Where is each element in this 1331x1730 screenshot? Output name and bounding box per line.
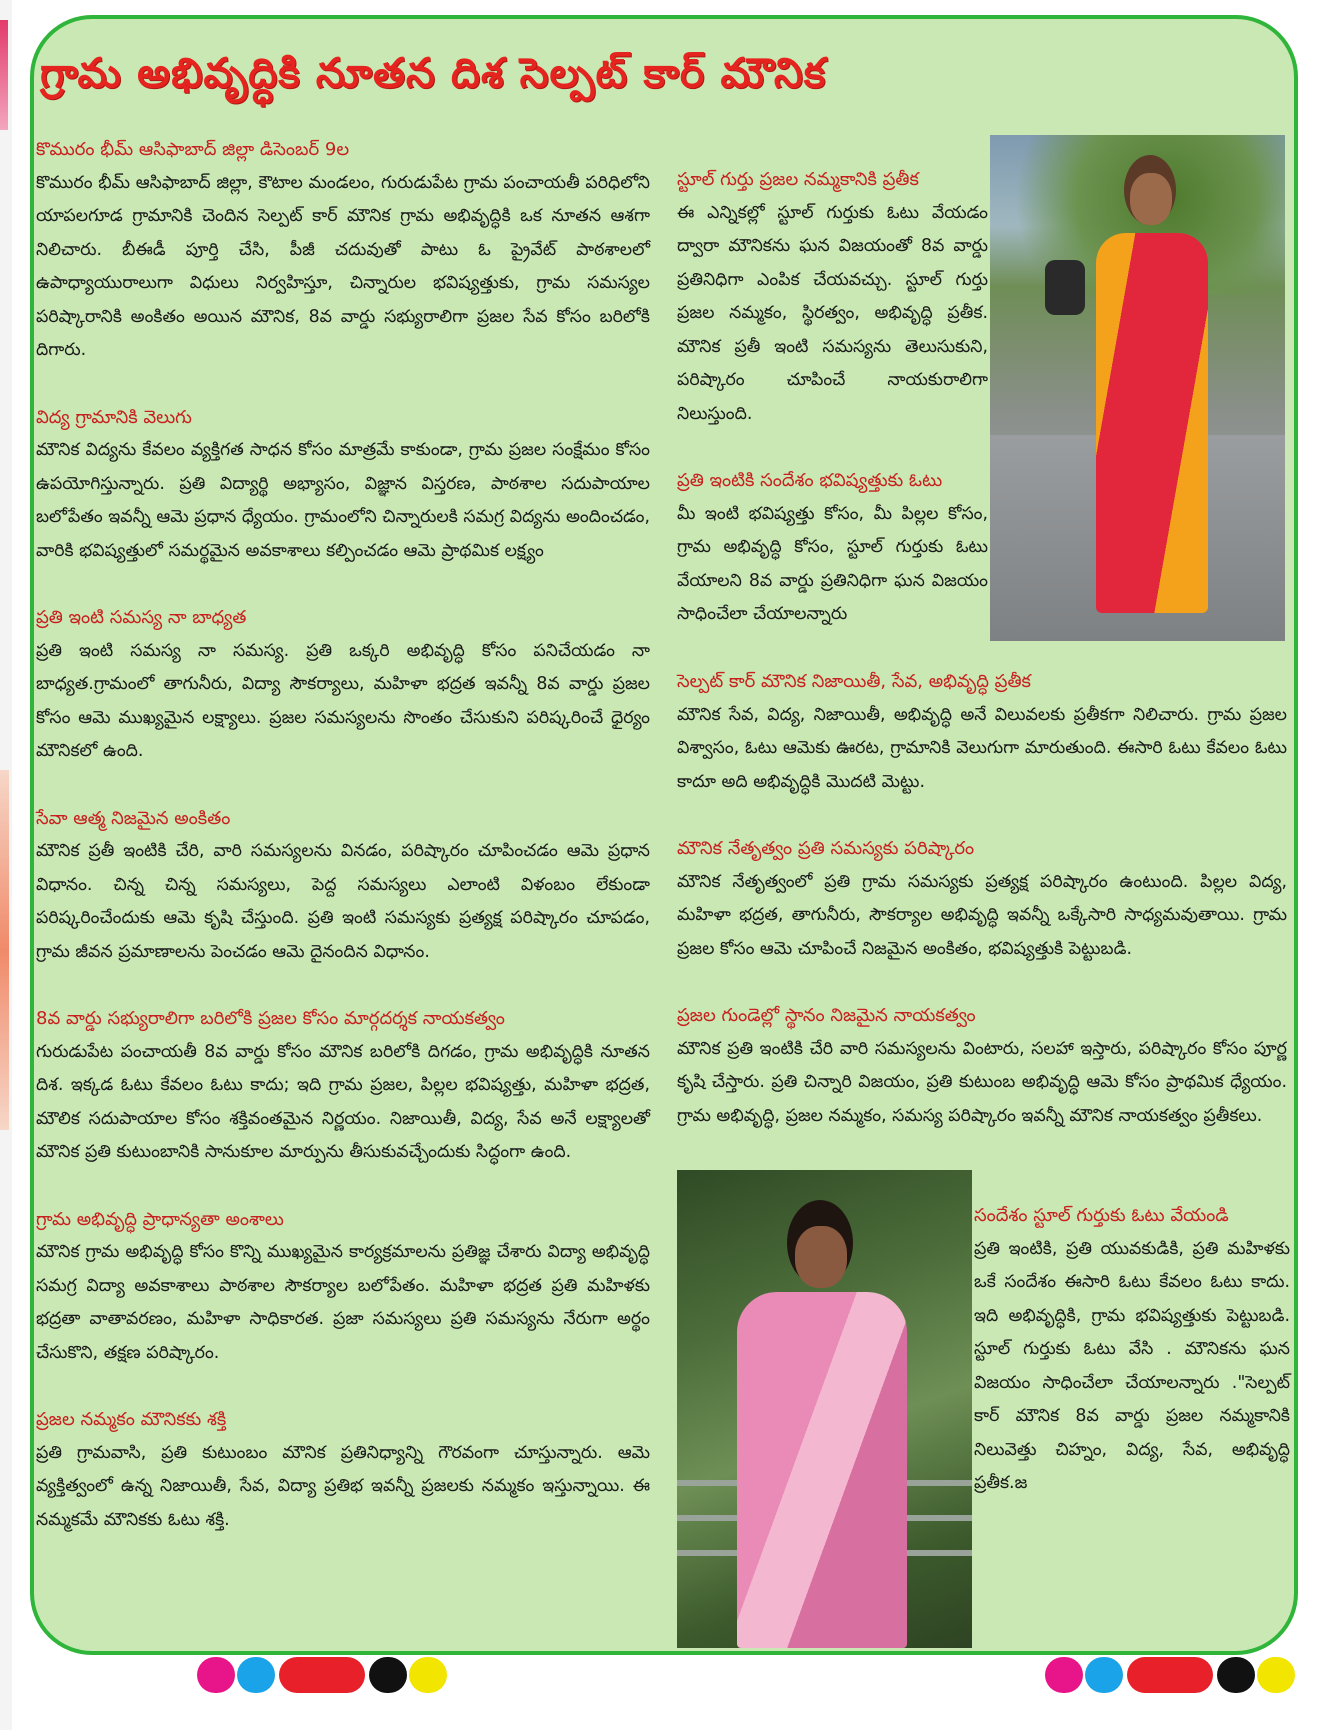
article-section	[36, 1403, 650, 1537]
section-heading: సేవా ఆత్మ నిజమైన అంకితం	[36, 807, 231, 829]
black-dot-icon	[1217, 1657, 1255, 1693]
black-dot-icon	[369, 1657, 407, 1693]
adjacent-page-strip	[0, 770, 9, 1130]
section-body: మౌనిక నేతృత్వంలో ప్రతి గ్రామ సమస్యకు ప్రత్యక్ష పరిష్కారం ఉంటుంది. పిల్లల విద్య, మహిళా భద్రత, తాగునీరు, సౌకర్యాల అభివృద్ధి ఇవన్నీ ఒక్కేసారి సాధ్యమవుతాయి. గ్రామ ప్రజల కోసం ఆమె చూపించే నిజమైన అంకితం, భవిష్యత్తుకి పెట్టుబడి.	[677, 871, 1287, 959]
section-body: ఈ ఎన్నికల్లో స్టూల్ గుర్తుకు ఓటు వేయడం ద్వారా మౌనికను ఘన విజయంతో 8వ వార్డు ప్రతినిధిగా ఎంపిక చేయవచ్చు. స్టూల్ గుర్తు ప్రజల నమ్మకం, స్థిరత్వం, అభివృద్ధి ప్రతీక. మౌనిక ప్రతీ ఇంటి సమస్యను తెలుసుకుని, పరిష్కారం చూపించే నాయకురాలిగా నిలుస్తుంది.	[677, 202, 988, 424]
article-section	[36, 1002, 650, 1170]
article-section	[677, 832, 1287, 966]
section-heading: ప్రతి ఇంటికి సందేశం భవిష్యత్తుకు ఓటు	[677, 470, 943, 491]
person-photo-icon	[1088, 155, 1218, 625]
article-section	[36, 1203, 650, 1371]
page-title: గ్రామ అభివృద్ధికి నూతన దిశ సెల్పట్ కార్ మౌనిక	[40, 49, 827, 97]
section-body: మౌనిక విద్యను కేవలం వ్యక్తిగత సాధన కోసం మాత్రమే కాకుండా, గ్రామ ప్రజల సంక్షేమం కోసం ఉపయోగిస్తున్నారు. ప్రతి విద్యార్థి అభ్యాసం, విజ్ఞాన విస్తరణ, పాఠశాల సదుపాయాల బలోపేతం ఇవన్నీ ఆమె ప్రధాన ధ్యేయం. గ్రామంలోని చిన్నారులకి సమగ్ర విద్యను అందించడం, వారికి భవిష్యత్తులో సమర్థమైన అవకాశాలు కల్పించడం ఆమె ప్రాథమిక లక్ష్యం	[36, 440, 650, 561]
section-heading: గ్రామ అభివృద్ధి ప్రాధాన్యతా అంశాలు	[36, 1208, 284, 1230]
section-body: గురుడుపేట పంచాయతీ 8వ వార్డు కోసం మౌనిక బరిలోకి దిగడం, గ్రామ అభివృద్ధికి నూతన దిశ. ఇక్కడ ఓటు కేవలం ఓటు కాదు; ఇది గ్రామ ప్రజల, పిల్లల భవిష్యత్తు, మహిళా భద్రత, మౌలిక సదుపాయాల కోసం శక్తివంతమైన నిర్ణయం. నిజాయితీ, విద్య, సేవ అనే లక్ష్యాలతో మౌనిక ప్రతి కుటుంబానికి సానుకూల మార్పును తీసుకువచ్చేందుకు సిద్ధంగా ఉంది.	[36, 1041, 650, 1162]
section-body: మౌనిక గ్రామ అభివృద్ధి కోసం కొన్ని ముఖ్యమైన కార్యక్రమాలను ప్రతిజ్ఞ చేశారు విద్యా అభివృద్ధి సమగ్ర విద్యా అవకాశాలు పాఠశాల సౌకర్యాల బలోపేతం. మహిళా భద్రత ప్రతి మహిళకు భద్రతా వాతావరణం, మహిళా సాధికారత. ప్రజా సమస్యలు ప్రతి సమస్యను నేరుగా అర్థం చేసుకొని, తక్షణ పరిష్కారం.	[36, 1242, 650, 1363]
right-bottom-column	[974, 1199, 1290, 1501]
page-edge	[0, 0, 12, 1730]
person-photo-icon	[737, 1200, 907, 1648]
article-section	[36, 133, 650, 368]
right-middle-column	[677, 665, 1287, 1133]
cyan-dot-icon	[237, 1657, 275, 1693]
section-heading: ప్రతి ఇంటి సమస్య నా బాధ్యత	[36, 607, 247, 628]
section-body: ప్రతి ఇంటికి, ప్రతి యువకుడికి, ప్రతి మహిళకు ఒకే సందేశం ఈసారి ఓటు కేవలం ఓటు కాదు. ఇది అభివృద్ధికి, గ్రామ భవిష్యత్తుకు పెట్టుబడి. స్టూల్ గుర్తుకు ఓటు వేసి . మౌనికను ఘన విజయం సాధించేలా చేయాలన్నారు ."సెల్పట్ కార్ మౌనిక 8వ వార్డు ప్రజల నమ్మకానికి నిలువెత్తు చిహ్నం, విద్య, సేవ, అభివృద్ధి ప్రతీక.జ	[974, 1238, 1290, 1493]
article-section	[677, 163, 988, 431]
article-section	[677, 464, 988, 632]
left-column	[36, 133, 650, 1537]
section-heading: మౌనిక నేతృత్వం ప్రతి సమస్యకు పరిష్కారం	[677, 838, 975, 859]
registration-marks-right	[1045, 1657, 1295, 1693]
article-section	[677, 665, 1287, 799]
magenta-dot-icon	[197, 1657, 235, 1693]
red-bar-icon	[1127, 1657, 1213, 1693]
section-body: మౌనిక ప్రతి ఇంటికి చేరి వారి సమస్యలను వింటారు, సలహా ఇస్తారు, పరిష్కారం కోసం పూర్ణ కృషి చేస్తారు. ప్రతి చిన్నారి విజయం, ప్రతి కుటుంబ అభివృద్ధి ఆమె కోసం ప్రాథమిక ధ్యేయం. గ్రామ అభివృద్ధి, ప్రజల నమ్మకం, సమస్య పరిష్కారం ఇవన్నీ మౌనిక నాయకత్వం ప్రతీకలు.	[677, 1038, 1287, 1126]
cyan-dot-icon	[1085, 1657, 1123, 1693]
candidate-photo-top	[990, 135, 1285, 641]
yellow-dot-icon	[1257, 1657, 1295, 1693]
article-section	[36, 601, 650, 769]
section-heading: ప్రజల గుండెల్లో స్థానం నిజమైన నాయకత్వం	[677, 1005, 976, 1026]
section-heading: ప్రజల నమ్మకం మౌనికకు శక్తి	[36, 1409, 227, 1430]
candidate-photo-bottom	[677, 1170, 972, 1648]
registration-marks-left	[197, 1657, 447, 1693]
section-heading: కొమురం భీమ్ ఆసిఫాబాద్ జిల్లా డిసెంబర్ 9ల	[36, 139, 350, 160]
yellow-dot-icon	[409, 1657, 447, 1693]
section-heading: సందేశం స్టూల్ గుర్తుకు ఓటు వేయండి	[974, 1205, 1229, 1226]
section-body: కొమురం భీమ్ ఆసిఫాబాద్ జిల్లా, కౌటాల మండలం, గురుడుపేట గ్రామ పంచాయతీ పరిధిలోని యాపలగూడ గ్రామానికి చెందిన సెల్పట్ కార్ మౌనిక గ్రామ అభివృద్ధికి ఒక నూతన ఆశగా నిలిచారు. బీఈడీ పూర్తి చేసి, పీజీ చదువుతో పాటు ఓ ప్రైవేట్ పాఠశాలలో ఉపాధ్యాయురాలుగా విధులు నిర్వహిస్తూ, చిన్నారుల భవిష్యత్తుకు, గ్రామ సమస్యల పరిష్కారానికి అంకితం అయిన మౌనిక, 8వ వార్డు సభ్యురాలిగా ప్రజల సేవ కోసం బరిలోకి దిగారు.	[36, 172, 650, 360]
section-heading: 8వ వార్డు సభ్యురాలిగా బరిలోకి ప్రజల కోసం మార్గదర్శక నాయకత్వం	[36, 1008, 505, 1029]
section-body: మౌనిక సేవ, విద్య, నిజాయితీ, అభివృద్ధి అనే విలువలకు ప్రతీకగా నిలిచారు. గ్రామ ప్రజల విశ్వాసం, ఓటు ఆమెకు ఊరట, గ్రామానికి వెలుగుగా మారుతుంది. ఈసారి ఓటు కేవలం ఓటు కాదూ అది అభివృద్ధికి మొదటి మెట్టు.	[677, 704, 1287, 792]
article-section	[36, 401, 650, 569]
right-top-column	[677, 163, 988, 632]
section-body: మీ ఇంటి భవిష్యత్తు కోసం, మీ పిల్లల కోసం, గ్రామ అభివృద్ధి కోసం, స్టూల్ గుర్తుకు ఓటు వేయాలని 8వ వార్డు ప్రతినిధిగా ఘన విజయం సాధించేలా చేయాలన్నారు	[677, 503, 988, 624]
section-body: ప్రతి గ్రామవాసి, ప్రతి కుటుంబం మౌనిక ప్రతినిధ్యాన్ని గౌరవంగా చూస్తున్నారు. ఆమె వ్యక్తిత్వంలో ఉన్న నిజాయితీ, సేవ, విద్యా ప్రతిభ ఇవన్నీ ప్రజలకు నమ్మకం ఇస్తున్నాయి. ఈ నమ్మకమే మౌనికకు ఓటు శక్తి.	[36, 1442, 650, 1530]
article-section	[36, 802, 650, 970]
red-bar-icon	[279, 1657, 365, 1693]
section-body: మౌనిక ప్రతీ ఇంటికి చేరి, వారి సమస్యలను వినడం, పరిష్కారం చూపించడం ఆమె ప్రధాన విధానం. చిన్న చిన్న సమస్యలు, పెద్ద సమస్యలు ఎలాంటి విళంబం లేకుండా పరిష్కరించేందుకు ఆమె కృషి చేస్తుంది. ప్రతి ఇంటి సమస్యకు ప్రత్యక్ష పరిష్కారం చూపడం, గ్రామ జీవన ప్రమాణాలను పెంచడం ఆమె దైనందిన విధానం.	[36, 841, 650, 962]
magenta-dot-icon	[1045, 1657, 1083, 1693]
motorbike-icon	[1045, 260, 1085, 315]
adjacent-page-strip	[0, 20, 8, 130]
section-heading: విద్య గ్రామానికి వెలుగు	[36, 406, 192, 428]
article-section	[974, 1199, 1290, 1501]
section-heading: సెల్పట్ కార్ మౌనిక నిజాయితీ, సేవ, అభివృద్ధి ప్రతీక	[677, 671, 1031, 692]
section-heading: స్టూల్ గుర్తు ప్రజల నమ్మకానికి ప్రతీక	[677, 169, 919, 190]
section-body: ప్రతి ఇంటి సమస్య నా సమస్య. ప్రతి ఒక్కరి అభివృద్ధి కోసం పనిచేయడం నా బాధ్యత.గ్రామంలో తాగునీరు, విద్యా సౌకర్యాలు, మహిళా భద్రత ఇవన్నీ 8వ వార్డు ప్రజల కోసం ఆమె ముఖ్యమైన లక్ష్యాలు. ప్రజల సమస్యలను సొంతం చేసుకుని పరిష్కరించే ధైర్యం మౌనికలో ఉంది.	[36, 640, 650, 761]
article-section	[677, 999, 1287, 1133]
